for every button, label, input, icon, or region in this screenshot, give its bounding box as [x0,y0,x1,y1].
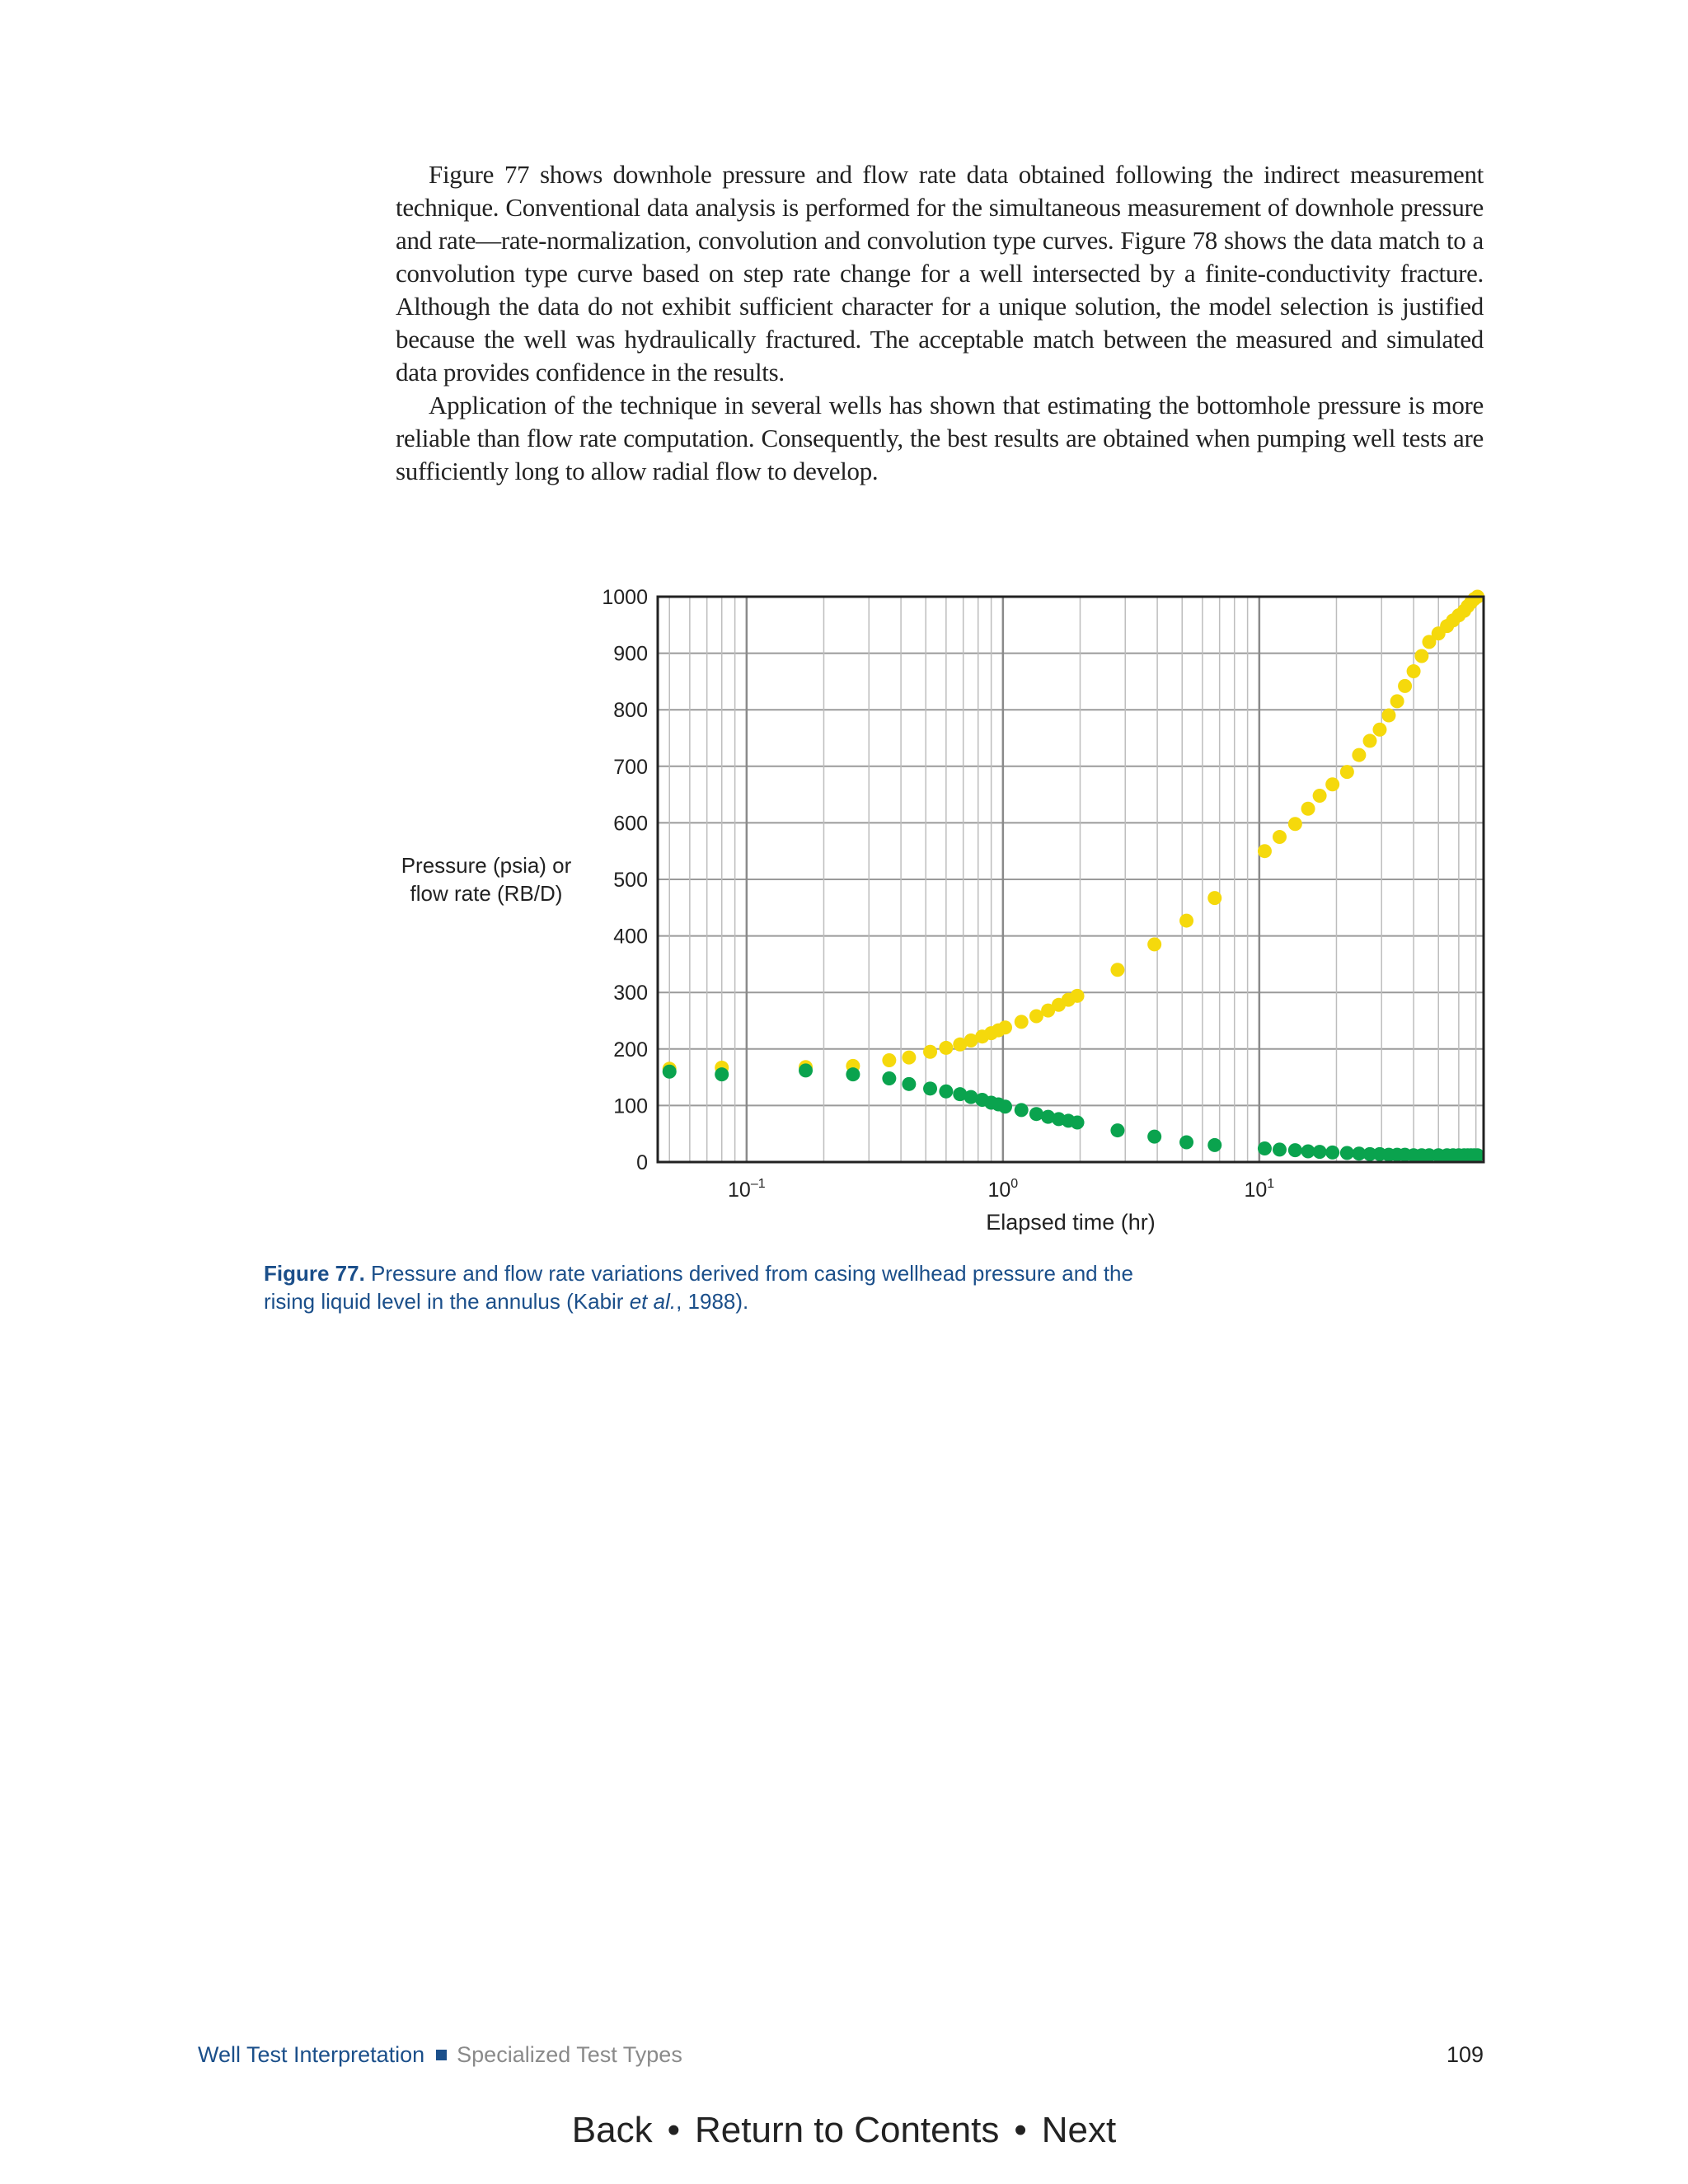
flow-rate-point [1071,1115,1085,1129]
paragraph-2: Application of the technique in several wells has shown that estimating the bottomhole pressure is more reliable than flow rate computation. Consequently, the best results are obtained when pumping well tests are sufficiently long to allow radial flow to develop. [396,391,1484,485]
figure-caption [264,1259,1170,1315]
footer-book-title: Well Test Interpretation [198,2042,425,2067]
flow-rate-point [1015,1103,1029,1117]
page-number: 109 [1446,2042,1484,2067]
back-link[interactable]: Back [571,2110,653,2150]
pressure-point [1414,649,1428,663]
caption-text-end: , 1988). [676,1289,749,1314]
x-tick-label: $10^1$ [1244,1177,1275,1202]
flow-rate-point [715,1067,729,1081]
x-tick-label: $10^0$ [987,1177,1019,1202]
caption-italic: et al. [629,1289,677,1314]
pressure-point [1301,802,1315,816]
y-tick-label: 300 [613,982,648,1005]
running-footer [198,2042,682,2068]
flow-rate-point [1340,1146,1354,1160]
y-tick-label: 200 [613,1038,648,1062]
y-tick-label: 400 [613,925,648,949]
return-to-contents-link[interactable]: Return to Contents [695,2110,1000,2150]
flow-rate-point [1288,1143,1302,1157]
pressure-point [1071,989,1085,1003]
pressure-point [882,1053,896,1067]
pressure-point [1313,789,1327,803]
pressure-point [902,1051,916,1065]
flow-rate-point [663,1065,677,1079]
flow-rate-point [939,1085,953,1099]
next-link[interactable]: Next [1041,2110,1117,2150]
square-bullet-icon [436,2050,447,2060]
pressure-point [1179,914,1193,928]
y-tick-label: 600 [613,812,648,836]
pressure-point [1325,777,1339,791]
pressure-point [1363,733,1377,748]
caption-text: Pressure and flow rate variations derived from casing wellhead pressure and the rising liquid level in the annulus (Kabir [264,1261,1133,1314]
y-tick-label: 1000 [602,586,648,609]
y-tick-label: 900 [613,642,648,666]
y-tick-label: 100 [613,1094,648,1118]
pressure-point [1352,748,1366,762]
flow-rate-point [1258,1141,1272,1155]
flow-rate-point [1110,1123,1124,1137]
nav-separator: • [667,2110,680,2150]
flow-rate-point [1207,1138,1221,1152]
nav-separator: • [1014,2110,1027,2150]
pressure-point [1207,891,1221,905]
footer-section-title: Specialized Test Types [457,2042,682,2067]
y-axis-label-line1: Pressure (psia) or [401,853,572,878]
flow-rate-point [998,1099,1012,1113]
pressure-point [1147,937,1161,951]
data-points [663,590,1484,1163]
flow-rate-point [799,1063,813,1077]
pressure-point [1288,817,1302,831]
y-tick-label: 0 [636,1151,648,1174]
flow-rate-point [1179,1135,1193,1149]
pressure-point [923,1045,937,1059]
pressure-point [1258,844,1272,858]
x-axis-label: Elapsed time (hr) [986,1210,1156,1235]
y-tick-label: 800 [613,699,648,723]
flow-rate-point [1147,1130,1161,1144]
page-navigation [0,2110,1688,2151]
pressure-point [998,1020,1012,1034]
flow-rate-point [1273,1142,1287,1156]
pressure-point [1015,1015,1029,1029]
pressure-point [1381,709,1395,723]
pressure-point [1340,765,1354,779]
pressure-point [1110,963,1124,977]
pressure-point [939,1041,953,1055]
flow-rate-point [902,1077,916,1091]
flow-rate-point [1029,1107,1043,1121]
pressure-point [1407,664,1421,678]
y-tick-label: 700 [613,755,648,779]
x-tick-label: $10^{-1}$ [728,1177,766,1202]
flow-rate-point [923,1081,937,1095]
x-tick-labels [728,1177,1274,1202]
caption-label: Figure 77. [264,1261,365,1286]
chart-grid [658,597,1484,1162]
pressure-point [1398,679,1412,693]
flow-rate-point [1313,1145,1327,1159]
pressure-point [1390,694,1404,708]
flow-rate-point [1325,1146,1339,1160]
y-tick-labels [602,586,648,1174]
paragraph-1: Figure 77 shows downhole pressure and flow rate data obtained following the indirect measurement technique. Conventional data analysis is performed for the simultaneous measurement of downhole pressure and rate—rate-normalization, convolution and convolution type curves. Figure 78 shows the data match to a convolution type curve based on step rate change for a well intersected by a finite-conductivity fracture. Although the data do not exhibit sufficient character for a unique solution, the model selection is justified because the well was hydraulically fractured. The acceptable match between the measured and simulated data provides confidence in the results. [396,160,1484,387]
flow-rate-point [846,1067,860,1081]
flow-rate-point [882,1071,896,1085]
y-tick-label: 500 [613,869,648,892]
y-axis-label-line2: flow rate (RB/D) [410,881,563,906]
pressure-point [1273,830,1287,844]
pressure-point [1372,723,1386,737]
